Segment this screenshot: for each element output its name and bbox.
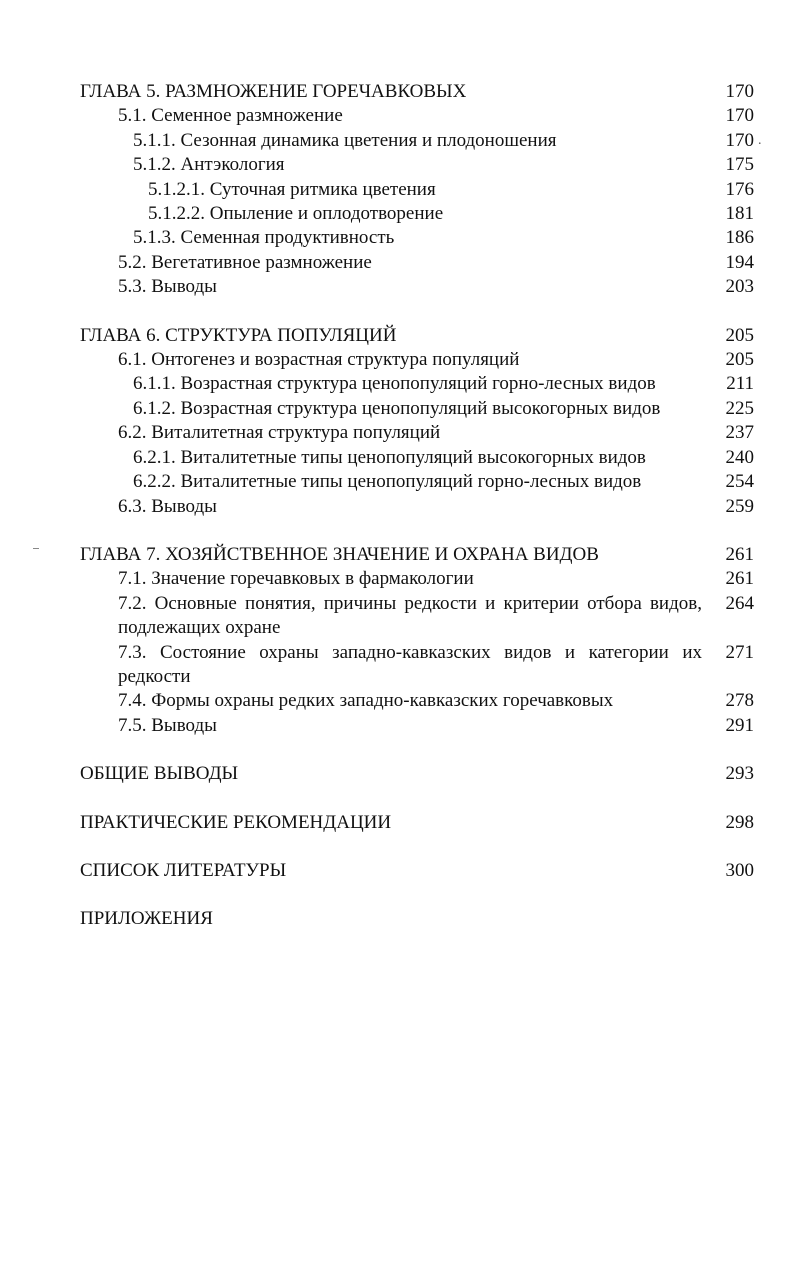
toc-entry[interactable] <box>80 226 754 250</box>
toc-entry-page-number: 205 <box>725 324 754 346</box>
toc-entry[interactable] <box>80 641 754 690</box>
toc-entry[interactable] <box>80 543 754 567</box>
toc-entry-page-number: 170 <box>725 81 754 102</box>
toc-entry-title: ПРАКТИЧЕСКИЕ РЕКОМЕНДАЦИИ <box>80 811 392 833</box>
toc-entry-page-number: 170 <box>725 129 754 151</box>
toc-entry-title: 6.3. Выводы <box>118 495 217 517</box>
table-of-contents <box>80 80 754 932</box>
toc-entry-page-number: 300 <box>725 859 754 881</box>
toc-entry[interactable] <box>80 446 754 470</box>
toc-entry-title: ПРИЛОЖЕНИЯ <box>80 908 213 930</box>
toc-entry-page-number: 240 <box>725 446 754 468</box>
toc-entry[interactable] <box>80 80 754 104</box>
toc-entry-title: 5.1.2. Антэкология <box>133 154 285 176</box>
toc-entry-title: 5.1.1. Сезонная динамика цветения и плодоношения <box>133 129 557 151</box>
toc-entry-title: 6.1. Онтогенез и возрастная структура популяций <box>118 349 520 371</box>
toc-entry-title: 7.1. Значение горечавковых в фармакологии <box>118 568 474 590</box>
toc-entry[interactable] <box>80 762 754 786</box>
toc-entry-title: ГЛАВА 6. СТРУКТУРА ПОПУЛЯЦИЙ <box>80 324 397 346</box>
toc-entry-page-number: 225 <box>725 397 754 419</box>
toc-entry[interactable] <box>80 104 754 128</box>
toc-entry-title: 7.3. Состояние охраны западно-кавказских видов и категории их редкости <box>118 641 702 687</box>
toc-entry-page-number: 181 <box>725 203 754 225</box>
toc-entry-page-number: 203 <box>725 276 754 298</box>
toc-entry-page-number: 278 <box>725 690 754 712</box>
toc-entry-title: 7.5. Выводы <box>118 714 217 736</box>
toc-entry-page-number: 211 <box>726 373 754 395</box>
toc-entry-title: 7.4. Формы охраны редких западно-кавказских горечавковых <box>118 690 614 712</box>
toc-entry-title: 5.2. Вегетативное размножение <box>118 251 372 273</box>
toc-entry-title: 5.1.2.1. Суточная ритмика цветения <box>148 178 436 200</box>
toc-entry[interactable] <box>80 470 754 494</box>
toc-entry-page-number: 293 <box>725 763 754 785</box>
toc-entry[interactable] <box>80 421 754 445</box>
toc-entry-page-number: 261 <box>725 543 754 565</box>
toc-entry-title: ГЛАВА 5. РАЗМНОЖЕНИЕ ГОРЕЧАВКОВЫХ <box>80 81 467 102</box>
toc-entry-page-number: 175 <box>725 154 754 176</box>
toc-entry[interactable] <box>80 178 754 202</box>
toc-entry-page-number: 261 <box>725 568 754 590</box>
toc-entry-title: 5.1. Семенное размножение <box>118 105 343 127</box>
toc-entry-title: ГЛАВА 7. ХОЗЯЙСТВЕННОЕ ЗНАЧЕНИЕ И ОХРАНА ВИДОВ <box>80 543 599 565</box>
toc-entry-page-number: 264 <box>725 592 754 614</box>
toc-entry-title: ОБЩИЕ ВЫВОДЫ <box>80 763 239 785</box>
toc-entry[interactable] <box>80 372 754 396</box>
toc-entry[interactable] <box>80 714 754 738</box>
toc-entry-title: 6.1.1. Возрастная структура ценопопуляций горно-лесных видов <box>133 373 656 395</box>
toc-entry[interactable] <box>80 689 754 713</box>
toc-entry-page-number: 237 <box>725 422 754 444</box>
toc-entry[interactable] <box>80 859 754 883</box>
toc-entry-page-number: 205 <box>725 349 754 371</box>
toc-entry-title: 5.1.3. Семенная продуктивность <box>133 227 395 249</box>
toc-entry[interactable] <box>80 397 754 421</box>
toc-entry-title: 5.3. Выводы <box>118 276 217 298</box>
toc-entry[interactable] <box>80 129 754 153</box>
toc-entry-title: 7.2. Основные понятия, причины редкости и критерии отбора видов, подлежащих охране <box>118 592 702 639</box>
toc-entry[interactable] <box>80 324 754 348</box>
toc-entry[interactable] <box>80 907 754 931</box>
toc-entry-page-number: 298 <box>725 811 754 833</box>
toc-entry-title: 6.2.2. Виталитетные типы ценопопуляций горно-лесных видов <box>133 471 642 493</box>
stray-dot-mark: . <box>758 133 762 148</box>
toc-entry[interactable] <box>80 251 754 275</box>
toc-entry-page-number: 259 <box>725 495 754 517</box>
toc-entry-page-number: 176 <box>725 178 754 200</box>
toc-entry-page-number: 194 <box>725 251 754 273</box>
toc-entry[interactable] <box>80 202 754 226</box>
toc-entry-page-number: 186 <box>725 227 754 249</box>
toc-entry[interactable] <box>80 348 754 372</box>
toc-entry[interactable] <box>80 811 754 835</box>
toc-entry-page-number: 254 <box>725 471 754 493</box>
toc-entry[interactable] <box>80 495 754 519</box>
toc-entry-title: 6.2.1. Виталитетные типы ценопопуляций высокогорных видов <box>133 446 646 468</box>
toc-entry-title: 6.1.2. Возрастная структура ценопопуляций высокогорных видов <box>133 397 661 419</box>
stray-tick-mark <box>33 548 39 549</box>
toc-entry-title: СПИСОК ЛИТЕРАТУРЫ <box>80 859 287 881</box>
toc-entry[interactable] <box>80 567 754 591</box>
toc-entry-page-number: 170 <box>725 105 754 127</box>
toc-entry-title: 5.1.2.2. Опыление и оплодотворение <box>148 203 444 225</box>
toc-entry[interactable] <box>80 592 754 641</box>
toc-entry[interactable] <box>80 153 754 177</box>
toc-entry-page-number: 271 <box>725 641 754 663</box>
toc-entry-page-number: 291 <box>725 714 754 736</box>
toc-entry-title: 6.2. Виталитетная структура популяций <box>118 422 441 444</box>
toc-entry[interactable] <box>80 275 754 299</box>
